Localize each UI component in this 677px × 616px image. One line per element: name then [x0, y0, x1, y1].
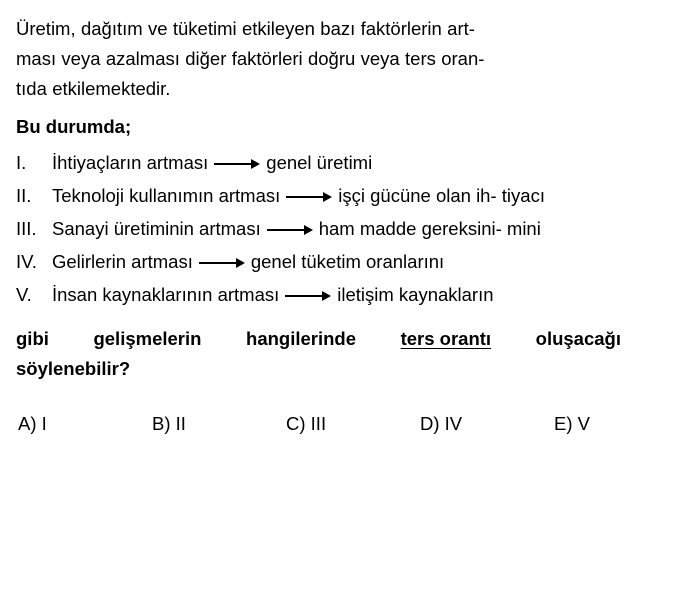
choice-a[interactable]: A) I — [18, 413, 47, 434]
passage-line: Üretim, dağıtım ve tüketimi etkileyen bazı faktörlerin art- — [16, 18, 475, 39]
item-cause: Teknoloji kullanımın artması — [52, 185, 281, 206]
item-effect-cont: mini — [506, 218, 541, 239]
right-arrow-icon — [285, 290, 331, 302]
question-word: hangilerinde — [246, 328, 357, 349]
right-arrow-icon — [199, 257, 245, 269]
choice-e[interactable]: E) V — [554, 413, 590, 434]
passage-text — [16, 14, 621, 104]
answer-choices — [16, 410, 655, 438]
item-number: III. — [16, 218, 37, 239]
list-item — [16, 148, 655, 178]
list-item — [16, 280, 655, 310]
question-word: gibi — [16, 328, 49, 349]
item-effect: iletişim kaynakların — [337, 284, 494, 305]
list-item — [16, 247, 655, 277]
item-number: II. — [16, 185, 32, 206]
passage-line: ması veya azalması diğer faktörleri doğru veya ters oran- — [16, 48, 485, 69]
choice-d[interactable]: D) IV — [420, 413, 463, 434]
item-effect: ham madde gereksini- — [318, 218, 502, 239]
statement-list — [16, 148, 655, 310]
question-emphasis: ters orantı — [400, 328, 492, 349]
question-line-1 — [16, 324, 621, 354]
item-body — [52, 214, 640, 244]
item-effect-cont: tiyacı — [501, 185, 545, 206]
list-item — [16, 181, 655, 211]
right-arrow-icon — [286, 191, 332, 203]
item-effect: genel tüketim oranlarını — [250, 251, 445, 272]
choice-b[interactable]: B) II — [152, 413, 186, 434]
right-arrow-icon — [267, 224, 313, 236]
item-effect: işçi gücüne olan ih- — [338, 185, 497, 206]
item-cause: İhtiyaçların artması — [52, 152, 209, 173]
question-prompt — [16, 324, 621, 384]
right-arrow-icon — [214, 158, 260, 170]
passage-line: tıda etkilemektedir. — [16, 78, 171, 99]
question-word: gelişmelerin — [93, 328, 202, 349]
item-body — [52, 148, 640, 178]
item-number: V. — [16, 284, 32, 305]
lead-in-text: Bu durumda; — [16, 116, 132, 137]
item-body — [52, 247, 640, 277]
item-effect: genel üretimi — [266, 152, 373, 173]
list-item — [16, 214, 655, 244]
choice-c[interactable]: C) III — [286, 413, 327, 434]
item-cause: Sanayi üretiminin artması — [52, 218, 261, 239]
item-cause: Gelirlerin artması — [52, 251, 193, 272]
item-number: I. — [16, 152, 27, 173]
question-word: oluşacağı — [535, 328, 621, 349]
question-line-2: söylenebilir? — [16, 358, 131, 379]
item-body — [52, 280, 640, 310]
item-body — [52, 181, 640, 211]
item-cause: İnsan kaynaklarının artması — [52, 284, 280, 305]
item-number: IV. — [16, 251, 37, 272]
